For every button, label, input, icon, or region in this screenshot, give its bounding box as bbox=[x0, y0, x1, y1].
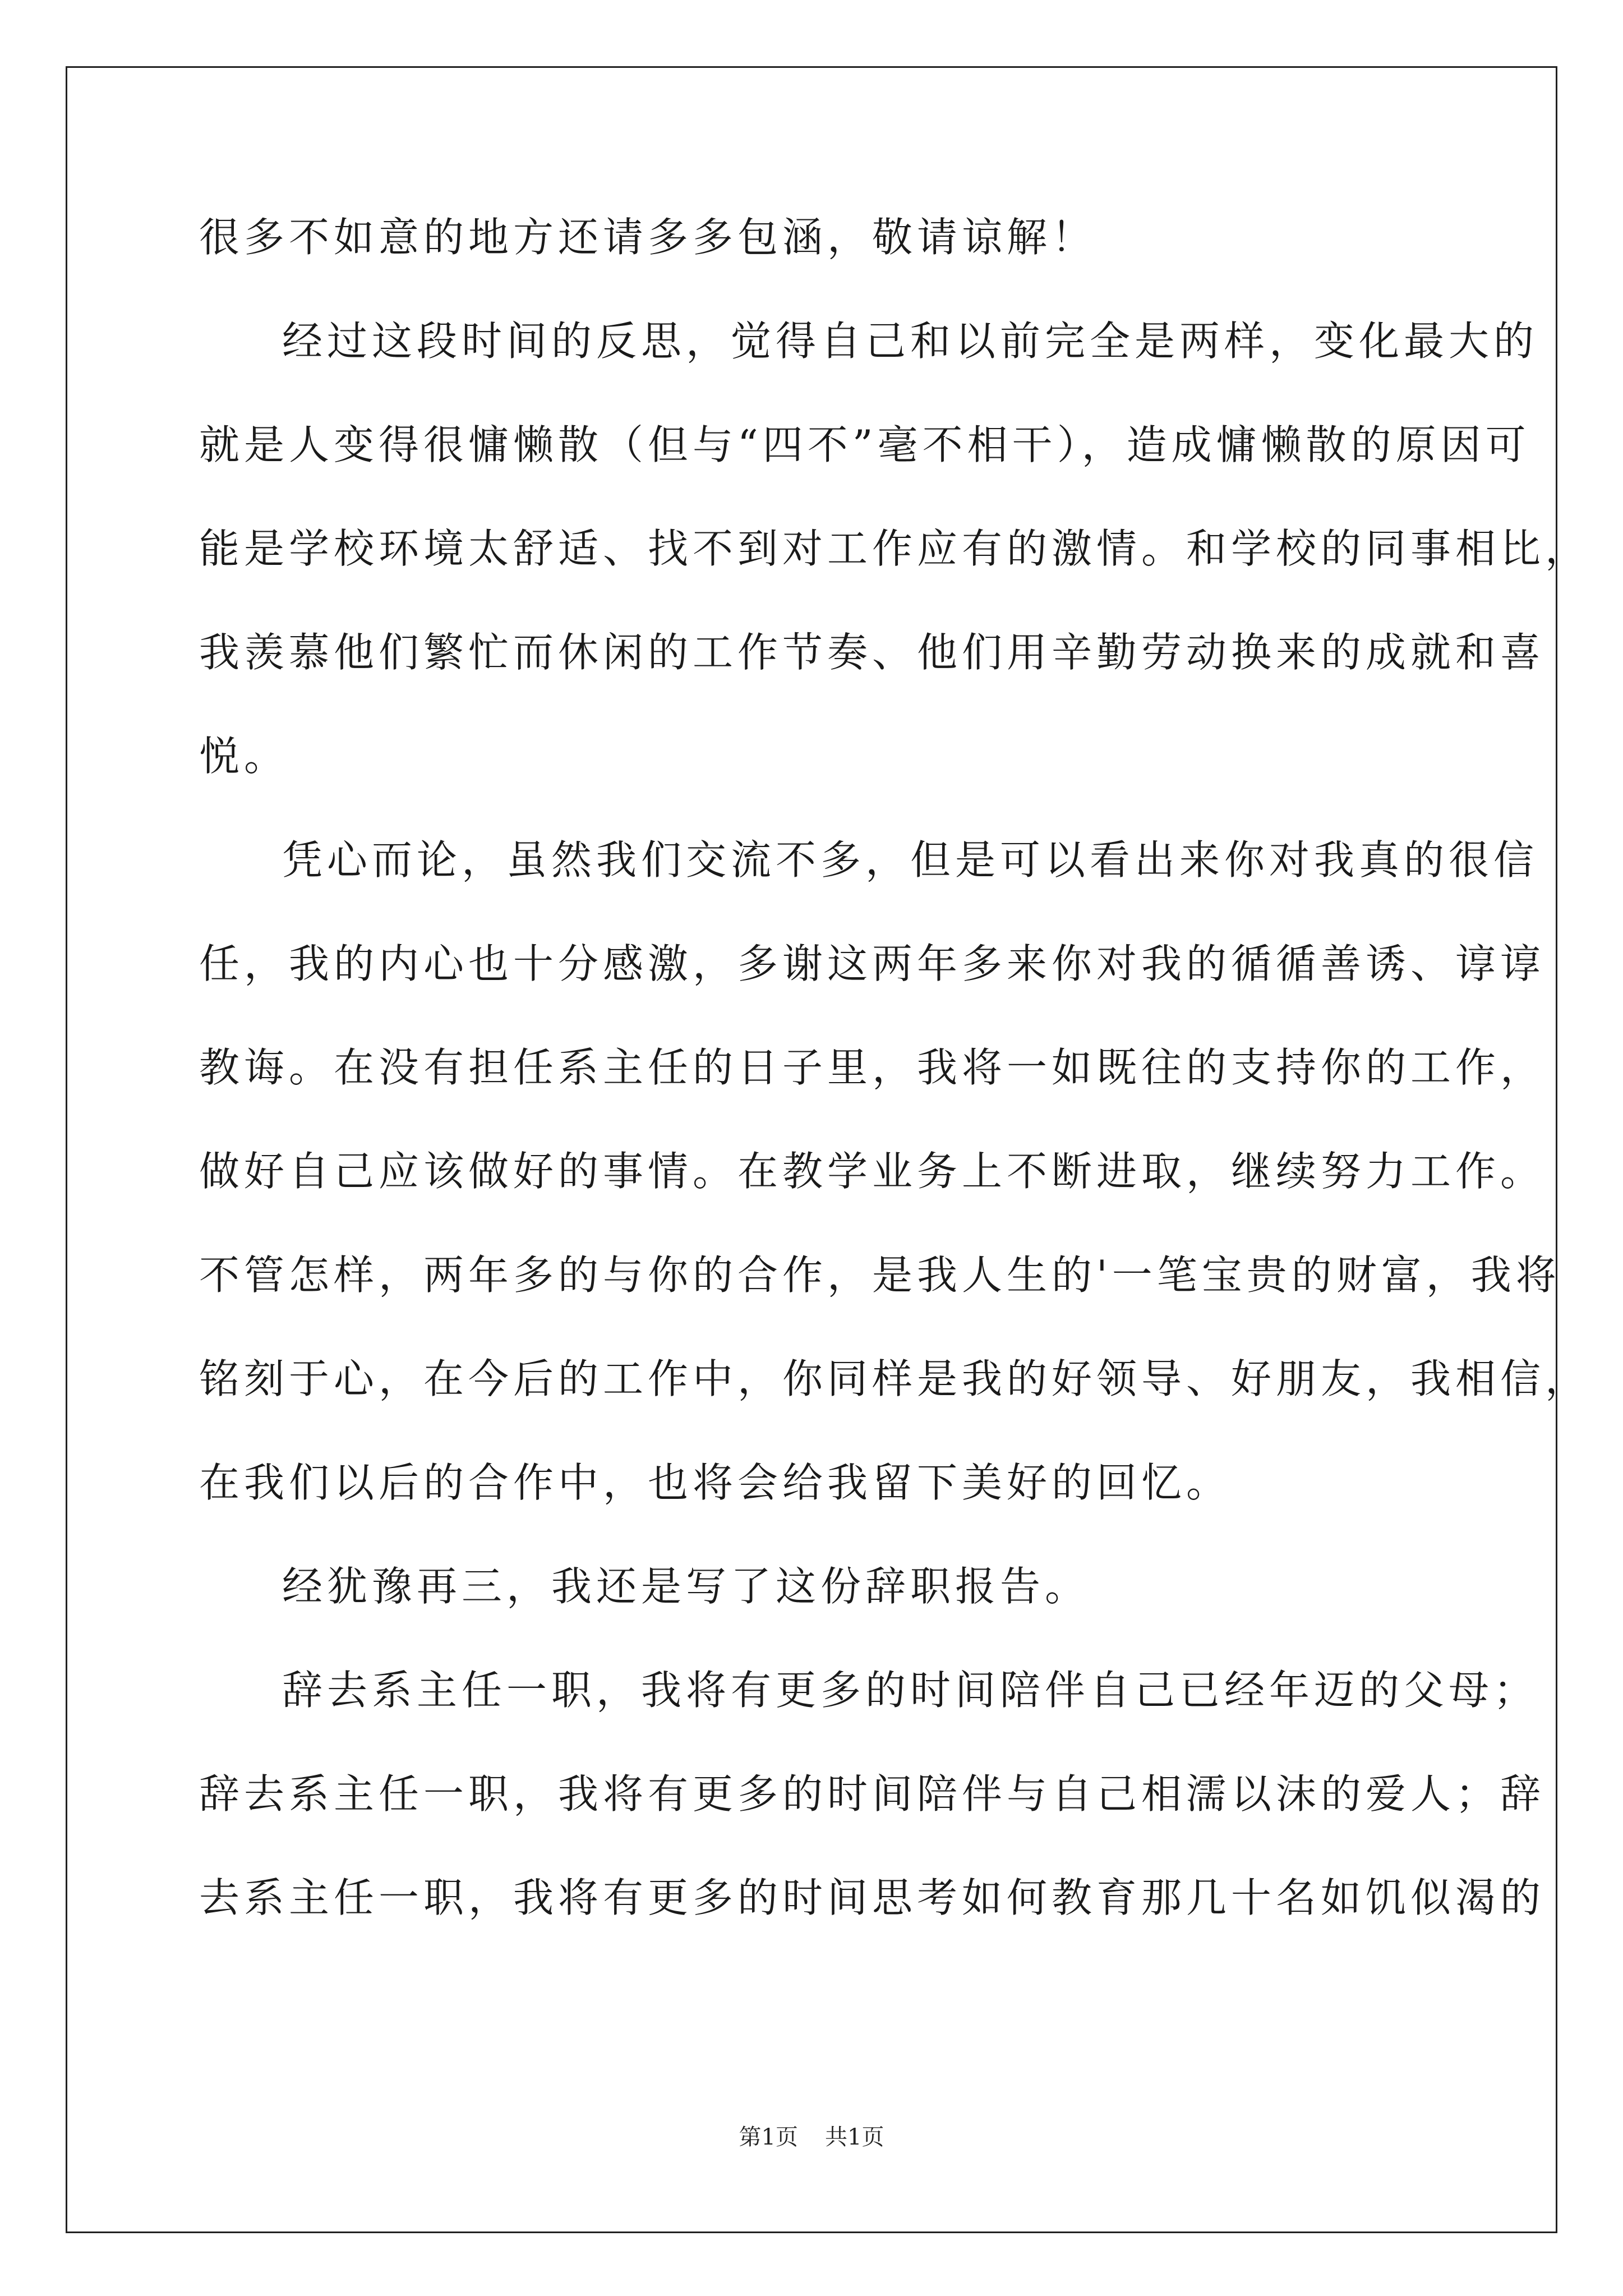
text-line: 任，我的内心也十分感激，多谢这两年多来你对我的循循善诱、谆谆 bbox=[199, 940, 1546, 987]
text-line: 铭刻于心，在今后的工作中，你同样是我的好领导、好朋友，我相信， bbox=[199, 1355, 1590, 1402]
text-line: 做好自己应该做好的事情。在教学业务上不断进取，继续努力工作。 bbox=[199, 1148, 1546, 1195]
text-line: 去系主任一职，我将有更多的时间思考如何教育那几十名如饥似渴的 bbox=[199, 1874, 1546, 1921]
paragraph-first-line: 经犹豫再三，我还是写了这份辞职报告。 bbox=[282, 1563, 1090, 1610]
paragraph-first-line: 辞去系主任一职，我将有更多的时间陪伴自己已经年迈的父母； bbox=[282, 1667, 1539, 1714]
text-line: 悦。 bbox=[199, 733, 289, 780]
text-line: 很多不如意的地方还请多多包涵，敬请谅解！ bbox=[199, 214, 1097, 261]
paragraph-first-line: 经过这段时间的反思，觉得自己和以前完全是两样，变化最大的 bbox=[282, 318, 1539, 365]
paragraph-first-line: 凭心而论，虽然我们交流不多，但是可以看出来你对我真的很信 bbox=[282, 836, 1539, 884]
text-line: 不管怎样，两年多的与你的合作，是我人生的'一笔宝贵的财富，我将 bbox=[199, 1251, 1561, 1299]
text-line: 就是人变得很慵懒散（但与“四不”毫不相干），造成慵懒散的原因可 bbox=[199, 421, 1530, 468]
page-footer bbox=[0, 2120, 1623, 2154]
page-total: 共1页 bbox=[825, 2124, 884, 2150]
text-line: 教诲。在没有担任系主任的日子里，我将一如既往的支持你的工作， bbox=[199, 1044, 1546, 1091]
text-line: 辞去系主任一职，我将有更多的时间陪伴与自己相濡以沫的爱人；辞 bbox=[199, 1770, 1546, 1818]
text-line: 能是学校环境太舒适、找不到对工作应有的激情。和学校的同事相比， bbox=[199, 525, 1590, 572]
text-line: 我羡慕他们繁忙而休闲的工作节奏、他们用辛勤劳动换来的成就和喜 bbox=[199, 629, 1546, 676]
page-number: 第1页 bbox=[739, 2124, 798, 2150]
text-line: 在我们以后的合作中，也将会给我留下美好的回忆。 bbox=[199, 1459, 1232, 1506]
